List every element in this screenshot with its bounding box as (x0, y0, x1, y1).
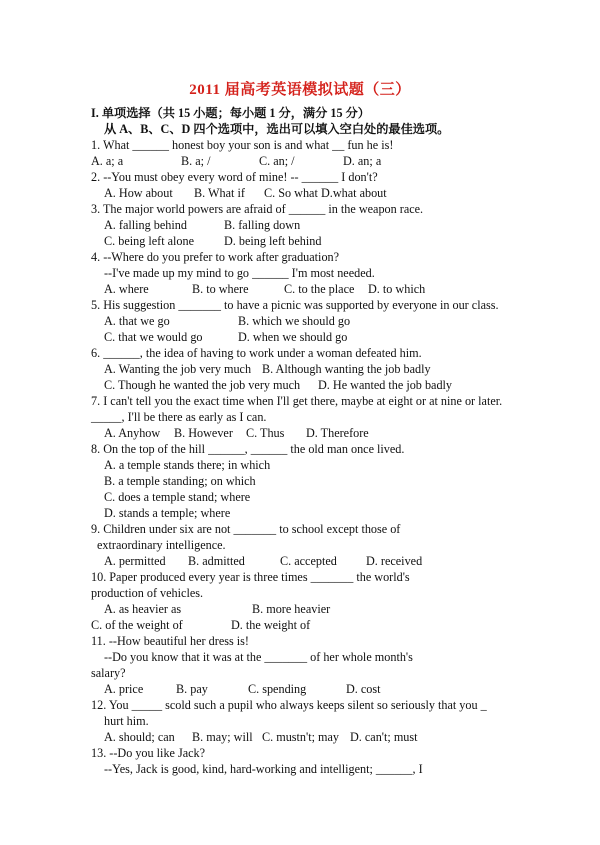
q4-option-c: C. to the place (284, 282, 355, 296)
section-instruction: 从 A、B、C、D 四个选项中，选出可以填入空白处的最佳选项。 (104, 122, 450, 136)
q5-option-a: A. that we go (104, 314, 170, 328)
exam-title: 2011 届高考英语模拟试题（三） (189, 82, 411, 98)
q9-option-b: B. admitted (188, 554, 245, 568)
q9-option-a: A. permitted (104, 554, 166, 568)
question-6-text: 6. ______, the idea of having to work under a woman defeated him. (91, 346, 422, 360)
q10-option-b: B. more heavier (252, 602, 331, 616)
question-3-text: 3. The major world powers are afraid of ______ in the weapon race. (91, 202, 424, 216)
q8-option-a: A. a temple stands there; in which (104, 458, 271, 472)
q4-option-a: A. where (104, 282, 149, 296)
q1-option-d: D. an; a (343, 154, 382, 168)
q11-option-c: C. spending (248, 682, 307, 696)
question-8-text: 8. On the top of the hill ______, ______ the old man once lived. (91, 442, 405, 456)
q1-option-c: C. an; / (259, 154, 295, 168)
q2-option-b: B. What if (194, 186, 245, 200)
q3-option-c: C. being left alone (104, 234, 195, 248)
q6-option-c: C. Though he wanted the job very much (104, 378, 301, 392)
question-9-text-2: extraordinary intelligence. (97, 538, 226, 552)
question-10-text: 10. Paper produced every year is three times _______ the world's (91, 570, 410, 584)
q9-option-c: C. accepted (280, 554, 337, 568)
q12-option-b: B. may; will (192, 730, 253, 744)
q6-option-b: B. Although wanting the job badly (262, 362, 431, 376)
q1-option-a: A. a; a (91, 154, 124, 168)
q11-option-a: A. price (104, 682, 144, 696)
question-4-text-2: --I've made up my mind to go ______ I'm most needed. (104, 266, 375, 280)
q7-option-d: D. Therefore (306, 426, 369, 440)
q2-option-c: C. So what (264, 186, 318, 200)
q12-option-c: C. mustn't; may (262, 730, 340, 744)
q1-option-b: B. a; / (181, 154, 211, 168)
question-1-text: 1. What ______ honest boy your son is and what __ fun he is! (91, 138, 394, 152)
question-13-text: 13. --Do you like Jack? (91, 746, 206, 760)
question-11-text: 11. --How beautiful her dress is! (91, 634, 249, 648)
q8-option-b: B. a temple standing; on which (104, 474, 256, 488)
question-12-text: 12. You _____ scold such a pupil who always keeps silent so seriously that you _ (91, 698, 487, 712)
question-9-text: 9. Children under six are not _______ to school except those of (91, 522, 401, 536)
question-7-text-2: _____, I'll be there as early as I can. (91, 410, 267, 424)
q4-option-b: B. to where (192, 282, 249, 296)
q10-option-c: C. of the weight of (91, 618, 183, 632)
q10-option-d: D. the weight of (231, 618, 311, 632)
q6-option-d: D. He wanted the job badly (318, 378, 453, 392)
q3-option-d: D. being left behind (224, 234, 322, 248)
q2-option-a: A. How about (104, 186, 173, 200)
q12-option-a: A. should; can (104, 730, 175, 744)
question-13-text-2: --Yes, Jack is good, kind, hard-working and intelligent; ______, I (104, 762, 423, 776)
section-heading: I. 单项选择（共 15 小题；每小题 1 分，满分 15 分） (91, 106, 370, 120)
q12-option-d: D. can't; must (350, 730, 418, 744)
question-11-text-3: salary? (91, 666, 126, 680)
q3-option-b: B. falling down (224, 218, 301, 232)
question-7-text: 7. I can't tell you the exact time when I'll get there, maybe at eight or at nine or later. (91, 394, 503, 408)
q11-option-d: D. cost (346, 682, 381, 696)
question-10-text-2: production of vehicles. (91, 586, 204, 600)
q5-option-b: B. which we should go (238, 314, 351, 328)
q5-option-c: C. that we would go (104, 330, 203, 344)
q5-option-d: D. when we should go (238, 330, 348, 344)
q10-option-a: A. as heavier as (104, 602, 182, 616)
q3-option-a: A. falling behind (104, 218, 187, 232)
q9-option-d: D. received (366, 554, 423, 568)
question-11-text-2: --Do you know that it was at the _______ of her whole month's (104, 650, 413, 664)
question-4-text: 4. --Where do you prefer to work after graduation? (91, 250, 340, 264)
q2-option-d: D.what about (321, 186, 387, 200)
question-5-text: 5. His suggestion _______ to have a picnic was supported by everyone in our class. (91, 298, 499, 312)
q4-option-d: D. to which (368, 282, 426, 296)
q6-option-a: A. Wanting the job very much (104, 362, 252, 376)
question-12-text-2: hurt him. (104, 714, 149, 728)
q8-option-d: D. stands a temple; where (104, 506, 231, 520)
q11-option-b: B. pay (176, 682, 208, 696)
q7-option-a: A. Anyhow (104, 426, 161, 440)
q7-option-c: C. Thus (246, 426, 285, 440)
q7-option-b: B. However (174, 426, 233, 440)
question-2-text: 2. --You must obey every word of mine! -- ______ I don't? (91, 170, 378, 184)
q8-option-c: C. does a temple stand; where (104, 490, 251, 504)
